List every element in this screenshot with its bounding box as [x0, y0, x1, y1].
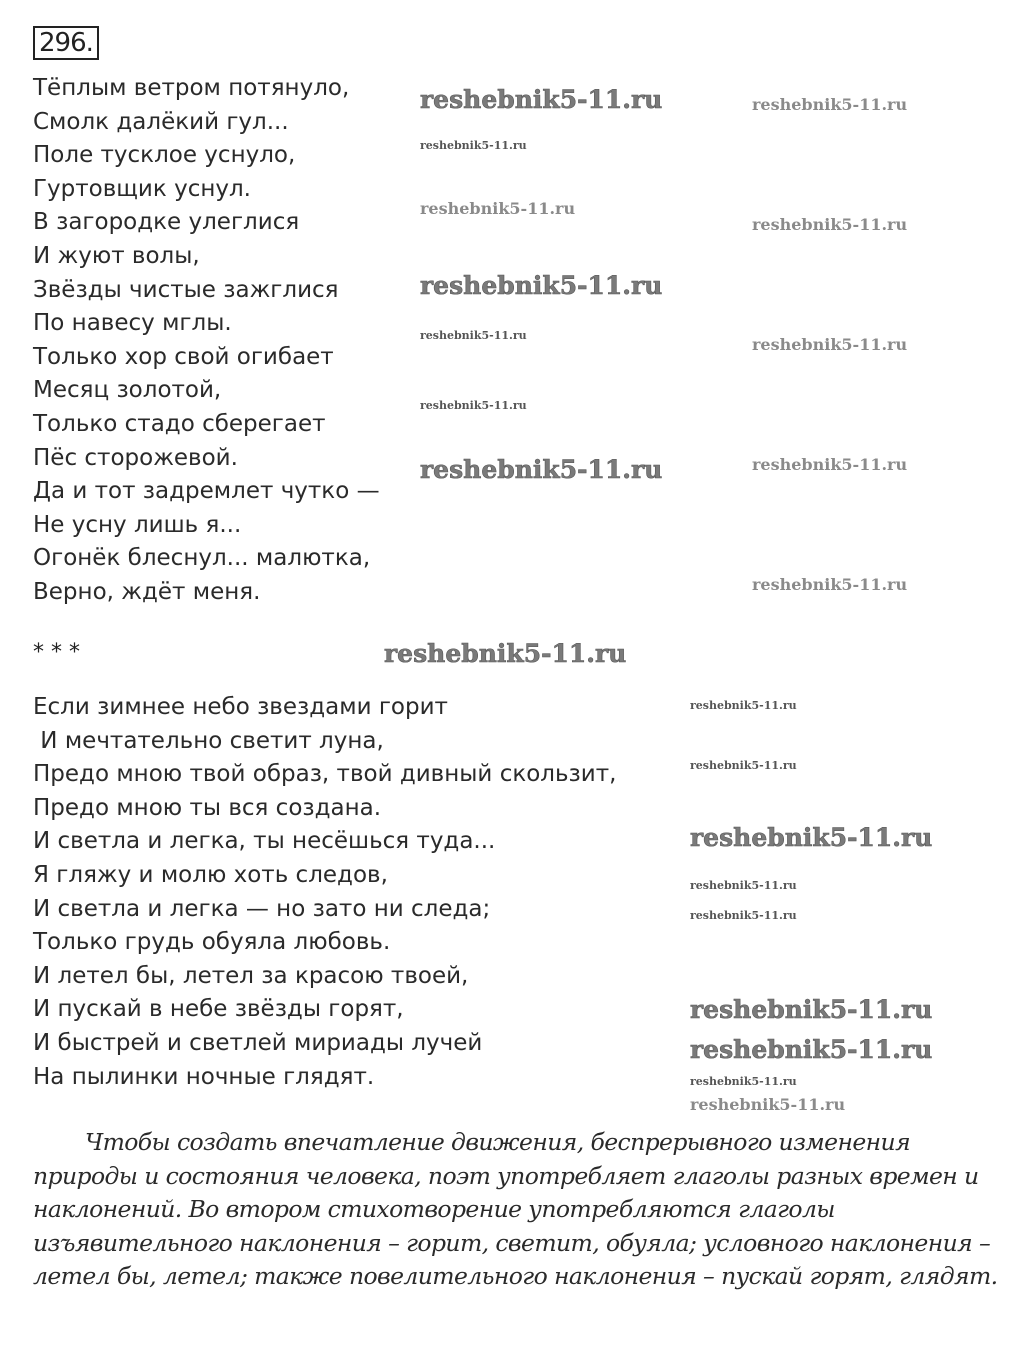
poem-line: Поле тусклое уснуло, — [33, 142, 296, 169]
watermark: reshebnik5-11.ru — [690, 1035, 933, 1064]
poem-line: Если зимнее небо звездами горит — [33, 694, 448, 720]
poem-line: Да и тот задремлет чутко — — [33, 478, 380, 505]
watermark: reshebnik5-11.ru — [690, 995, 933, 1024]
watermark: reshebnik5-11.ru — [690, 699, 797, 712]
poem-line: И жуют волы, — [33, 242, 200, 269]
poem-line: И пускай в небе звёзды горят, — [33, 996, 404, 1023]
watermark: reshebnik5-11.ru — [384, 639, 627, 668]
watermark: reshebnik5-11.ru — [690, 1075, 797, 1088]
watermark: reshebnik5-11.ru — [690, 879, 797, 892]
poem-line: Только стадо сберегает — [33, 410, 326, 437]
poem-line: В загородке улеглися — [33, 209, 300, 236]
watermark: reshebnik5-11.ru — [420, 455, 663, 484]
watermark: reshebnik5-11.ru — [690, 759, 797, 772]
poem-line: По навесу мглы. — [33, 310, 232, 337]
watermark: reshebnik5-11.ru — [752, 575, 908, 594]
poem-line: И светла и легка, ты несёшься туда... — [33, 828, 496, 855]
poem-2 — [33, 691, 616, 1094]
watermark: reshebnik5-11.ru — [752, 95, 908, 114]
poem-line: И мечтательно светит луна, — [33, 727, 384, 754]
watermark: reshebnik5-11.ru — [420, 139, 527, 152]
watermark: reshebnik5-11.ru — [420, 271, 663, 300]
poem-line: Гуртовщик уснул. — [33, 175, 251, 202]
watermark: reshebnik5-11.ru — [420, 85, 663, 114]
exercise-number: 296. — [33, 26, 99, 60]
poem-line: Смолк далёкий гул... — [33, 108, 289, 135]
watermark: reshebnik5-11.ru — [420, 329, 527, 342]
watermark: reshebnik5-11.ru — [420, 199, 576, 218]
watermark: reshebnik5-11.ru — [752, 455, 908, 474]
poem-line: И светла и легка — но зато ни следа; — [33, 895, 491, 922]
poem-line: На пылинки ночные глядят. — [33, 1063, 375, 1090]
poem-line: Тёплым ветром потянуло, — [33, 75, 350, 101]
analysis-paragraph: Чтобы создать впечатление движения, беспрерывного изменения природы и состояния человека, поэт употребляет глаголы разных времен и наклонений. Во втором стихотворение употребляются глаголы изъявительного наклонения – горит, светит, обуяла; условного наклонения – летел бы, летел; также повелительного наклонения – пускай горят, глядят. — [33, 1128, 998, 1291]
poem-line: Предо мною твой образ, твой дивный скользит, — [33, 761, 617, 788]
watermark: reshebnik5-11.ru — [752, 215, 908, 234]
poem-line: Верно, ждёт меня. — [33, 578, 261, 605]
watermark: reshebnik5-11.ru — [690, 823, 933, 852]
poem-line: Только хор свой огибает — [33, 343, 334, 370]
watermark: reshebnik5-11.ru — [420, 399, 527, 412]
poem-line: Только грудь обуяла любовь. — [33, 929, 391, 956]
poem-line: Не усну лишь я... — [33, 511, 242, 538]
poem-1 — [33, 72, 380, 610]
poem-line: Я гляжу и молю хоть следов, — [33, 861, 388, 888]
poem-line: Огонёк блеснул... малютка, — [33, 545, 371, 572]
poem-line: Месяц золотой, — [33, 377, 222, 404]
poem-line: И быстрей и светлей мириады лучей — [33, 1029, 483, 1056]
watermark: reshebnik5-11.ru — [752, 335, 908, 354]
stanza-separator: * * * — [33, 640, 80, 665]
poem-line: Предо мною ты вся создана. — [33, 794, 382, 821]
watermark: reshebnik5-11.ru — [690, 1095, 846, 1114]
poem-line: Звёзды чистые зажглися — [33, 276, 339, 303]
watermark: reshebnik5-11.ru — [690, 909, 797, 922]
poem-line: Пёс сторожевой. — [33, 444, 238, 471]
poem-line: И летел бы, летел за красою твоей, — [33, 962, 469, 989]
